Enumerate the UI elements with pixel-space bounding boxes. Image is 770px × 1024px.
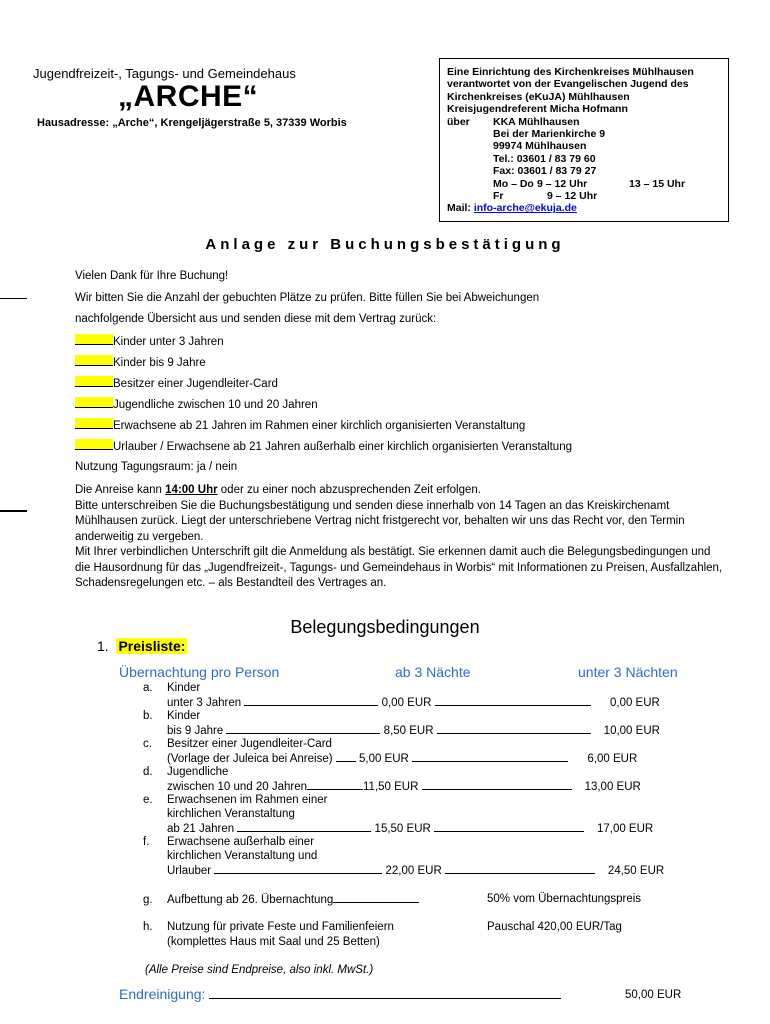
price-item-sub: Urlauber 22,00 EUR 24,50 EUR (167, 865, 665, 877)
count-blank[interactable] (75, 355, 113, 366)
box-ueber: über (447, 115, 470, 128)
checklist-item[interactable]: Kinder bis 9 Jahre (75, 355, 206, 369)
box-fr: Fr (493, 190, 504, 203)
price-item-sub: unter 3 Jahren 0,00 EUR 0,00 EUR (167, 697, 660, 709)
box-city: 99974 Mühlhausen (493, 140, 587, 153)
price-item-g: g. Aufbettung ab 26. Übernachtung (143, 893, 419, 906)
price-item-sub: zwischen 10 und 20 Jahren 11,50 EUR 13,00 EUR (167, 781, 641, 793)
box-mo: Mo – Do (493, 177, 534, 190)
checklist-item[interactable]: Erwachsene ab 21 Jahren im Rahmen einer kirchlich organisierten Veranstaltung (75, 418, 525, 432)
thanks-text: Vielen Dank für Ihre Buchung! (75, 270, 229, 282)
box-fax: Fax: 03601 / 83 79 27 (493, 165, 597, 178)
count-blank[interactable] (75, 334, 113, 345)
box-line: Kirchenkreises (eKuJA) Mühlhausen (447, 90, 630, 103)
price-item-label: d. Jugendliche (143, 766, 229, 778)
box-street: Bei der Marienkirche 9 (493, 128, 606, 141)
box-fr-t1: 9 – 12 Uhr (547, 190, 598, 203)
margin-mark (0, 298, 27, 299)
count-blank[interactable] (75, 397, 113, 408)
cleaning-label: Endreinigung: (119, 986, 561, 1002)
signature-paragraph: Mit Ihrer verbindlichen Unterschrift gilt die Anmeldung als bestätigt. Sie erkennen damit auch die Belegungsbedingungen und die Hausordnung für das „Jugendfreizeit-, Tagungs- und Gemeindehaus in Worbis“ mit Informationen zu Preisen, Ausfallzahlen, Schadensregelungen etc. – als Bestandteil des Vertrages an. (75, 546, 723, 589)
price-item-h-sub: (komplettes Haus mit Saal und 25 Betten) (167, 936, 380, 948)
margin-mark (0, 510, 27, 512)
checklist-item[interactable]: Kinder unter 3 Jahren (75, 334, 224, 348)
page-title: Anlage zur Buchungsbestätigung (205, 236, 565, 253)
checklist-item[interactable]: Jugendliche zwischen 10 und 20 Jahren (75, 397, 318, 411)
count-blank[interactable] (75, 439, 113, 450)
price-item-label: c. Besitzer einer Jugendleiter-Card (143, 738, 332, 750)
box-line: Kreisjugendreferent Micha Hofmann (447, 103, 628, 116)
org-line: Jugendfreizeit-, Tagungs- und Gemeindehaus (33, 66, 296, 81)
price-item-label2: kirchlichen Veranstaltung und (167, 850, 318, 862)
price-item-h-value: Pauschal 420,00 EUR/Tag (487, 921, 622, 933)
col-header-overnight: Übernachtung pro Person (119, 664, 280, 680)
price-item-sub: ab 21 Jahren 15,50 EUR 17,00 EUR (167, 823, 654, 835)
room-use: Nutzung Tagungsraum: ja / nein (75, 461, 238, 473)
price-item-sub: (Vorlage der Juleica bei Anreise) 5,00 EUR 6,00 EUR (167, 753, 638, 765)
return-paragraph: Bitte unterschreiben Sie die Buchungsbestätigung und senden diese innerhalb von 14 Tagen an das Kreiskirchenamt Mühlhausen zurück. Liegt der unterschriebene Vertrag nicht fristgerecht vor, behalten wir uns das Recht vor, den Termin anderweitig zu vergeben. (75, 499, 685, 543)
mail-link[interactable]: info-arche@ekuja.de (473, 202, 577, 215)
price-item-sub: bis 9 Jahre 8,50 EUR 10,00 EUR (167, 725, 660, 737)
intro-line: Wir bitten Sie die Anzahl der gebuchten Plätze zu prüfen. Bitte füllen Sie bei Abweichungen (75, 292, 540, 304)
price-note: (Alle Preise sind Endpreise, also inkl. MwSt.) (145, 964, 374, 976)
conditions-title: Belegungsbedingungen (290, 617, 480, 637)
price-item-h: h. Nutzung für private Feste und Familienfeiern (143, 921, 394, 933)
contact-box (439, 58, 729, 222)
cleaning-price: 50,00 EUR (625, 989, 682, 1001)
box-mail-label: Mail: (447, 202, 471, 215)
price-item-label: b. Kinder (143, 710, 201, 722)
count-blank[interactable] (75, 376, 113, 387)
box-kka: KKA Mühlhausen (493, 115, 580, 128)
count-blank[interactable] (75, 418, 113, 429)
pricelist-heading: 1. Preisliste: (97, 638, 186, 654)
house-name: „ARCHE“ (118, 80, 259, 113)
price-item-label: e. Erwachsenen im Rahmen einer (143, 794, 328, 806)
checklist-item[interactable]: Urlauber / Erwachsene ab 21 Jahren außerhalb einer kirchlich organisierten Veranstaltung (75, 439, 572, 453)
box-line: verantwortet von der Evangelischen Jugend des (447, 78, 689, 91)
intro-line: nachfolgende Übersicht aus und senden diese mit dem Vertrag zurück: (75, 313, 437, 325)
arrival-text: Die Anreise kann 14:00 Uhr oder zu einer noch abzusprechenden Zeit erfolgen. Bitte unterschreiben Sie die Buchungsbestätigung und senden diese innerhalb von 14 Tagen an das Kreiskirchenamt Mühlhausen zurück. Liegt der unterschriebene Vertrag nicht fristgerecht vor, behalten wir uns das Recht vor, den Termin anderweitig zu vergeben. Mit Ihrer verbindlichen Unterschrift gilt die Anmeldung als bestätigt. Sie erkennen damit auch die Belegungsbedingungen und die Hausordnung für das „Jugendfreizeit-, Tagungs- und Gemeindehaus in Worbis“ mit Informationen zu Preisen, Ausfallzahlen, Schadensregelungen etc. – als Bestandteil des Vertrages an. (75, 483, 725, 592)
house-address: Hausadresse: „Arche“, Krengeljägerstraße 5, 37339 Worbis (37, 117, 347, 129)
price-item-g-value: 50% vom Übernachtungspreis (487, 893, 642, 905)
arrival-time: 14:00 Uhr (165, 484, 218, 496)
box-mo-t1: 9 – 12 Uhr (537, 177, 588, 190)
price-item-label: a. Kinder (143, 682, 201, 694)
price-item-label2: kirchlichen Veranstaltung (167, 808, 295, 820)
box-line: Eine Einrichtung des Kirchenkreises Mühlhausen (447, 66, 694, 78)
price-item-label: f. Erwachsene außerhalb einer (143, 836, 315, 848)
col-header-3plus: ab 3 Nächte (395, 664, 471, 680)
checklist-item[interactable]: Besitzer einer Jugendleiter-Card (75, 376, 278, 390)
col-header-under3: unter 3 Nächten (578, 664, 678, 680)
box-mo-t2: 13 – 15 Uhr (629, 177, 686, 190)
box-tel: Tel.: 03601 / 83 79 60 (493, 152, 596, 165)
